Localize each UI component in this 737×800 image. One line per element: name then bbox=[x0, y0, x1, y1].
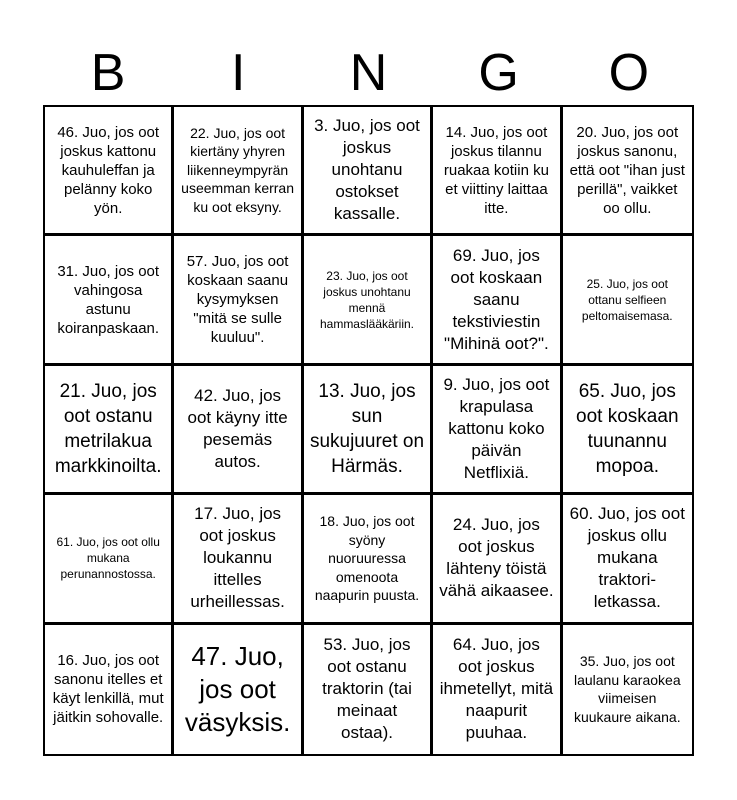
bingo-cell bbox=[563, 625, 692, 754]
bingo-cell bbox=[304, 236, 433, 365]
bingo-cell bbox=[433, 495, 562, 624]
cell-text: 25. Juo, jos oot ottanu selfieen peltomaisemasa. bbox=[581, 276, 673, 323]
cell-text: 35. Juo, jos oot laulanu karaokea viimeisen kuukaure aikana. bbox=[573, 653, 681, 725]
bingo-cell bbox=[304, 107, 433, 236]
cell-text: 60. Juo, jos oot joskus ollu mukana traktori-letkassa. bbox=[569, 504, 685, 612]
bingo-cell bbox=[304, 625, 433, 754]
cell-text: 14. Juo, jos oot joskus tilannu ruakaa kotiin ku et viittiny laittaa itte. bbox=[443, 123, 549, 217]
cell-text: 31. Juo, jos oot vahingosa astunu koiranpaskaan. bbox=[57, 262, 160, 337]
bingo-grid bbox=[43, 105, 694, 756]
bingo-cell bbox=[563, 236, 692, 365]
bingo-cell bbox=[174, 495, 303, 624]
header-letter-i: I bbox=[231, 44, 246, 102]
cell-text: 16. Juo, jos oot sanonu itelles et käyt lenkillä, mut jäitkin sohovalle. bbox=[52, 652, 164, 727]
header-letter-g: G bbox=[478, 44, 519, 102]
cell-text: 17. Juo, jos oot joskus loukannu ittelles urheillessas. bbox=[190, 504, 285, 612]
bingo-cell bbox=[433, 625, 562, 754]
bingo-cell bbox=[304, 495, 433, 624]
cell-text: 42. Juo, jos oot käyny itte pesemäs autos. bbox=[187, 385, 288, 471]
bingo-cell bbox=[45, 107, 174, 236]
bingo-cell bbox=[45, 236, 174, 365]
cell-text: 20. Juo, jos oot joskus sanonu, että oot "ihan just perillä", vaikket oo ollu. bbox=[569, 123, 685, 217]
cell-text: 57. Juo, jos oot koskaan saanu kysymyksen "mitä se sulle kuuluu". bbox=[186, 253, 289, 347]
bingo-header bbox=[43, 40, 694, 106]
bingo-cell bbox=[45, 495, 174, 624]
bingo-cell bbox=[174, 107, 303, 236]
bingo-cell bbox=[433, 107, 562, 236]
cell-text: 69. Juo, jos oot koskaan saanu tekstiviestin "Mihinä oot?". bbox=[444, 245, 549, 353]
cell-text: 9. Juo, jos oot krapulasa kattonu koko päivän Netflixiä. bbox=[443, 374, 550, 482]
bingo-cell bbox=[433, 366, 562, 495]
cell-text: 13. Juo, jos sun sukujuuret on Härmäs. bbox=[309, 380, 425, 477]
bingo-cell bbox=[563, 107, 692, 236]
cell-text: 64. Juo, jos oot joskus ihmetellyt, mitä naapurit puuhaa. bbox=[439, 635, 554, 743]
cell-text: 47. Juo, jos oot väsyksis. bbox=[184, 640, 291, 737]
bingo-cell bbox=[174, 625, 303, 754]
cell-text: 46. Juo, jos oot joskus kattonu kauhuleffan ja pelänny koko yön. bbox=[57, 123, 160, 217]
cell-text: 53. Juo, jos oot ostanu traktorin (tai meinaat ostaa). bbox=[322, 635, 412, 743]
cell-text: 61. Juo, jos oot ollu mukana perunannostossa. bbox=[56, 535, 160, 582]
header-letter-b: B bbox=[90, 44, 126, 102]
cell-text: 18. Juo, jos oot syöny nuoruuressa omenoota naapurin puusta. bbox=[314, 513, 420, 604]
cell-text: 21. Juo, jos oot ostanu metrilakua markkinoilta. bbox=[54, 380, 162, 477]
bingo-cell bbox=[174, 236, 303, 365]
bingo-cell bbox=[433, 236, 562, 365]
cell-text: 23. Juo, jos oot joskus unohtanu mennä hammaslääkäriin. bbox=[319, 268, 415, 331]
bingo-cell bbox=[174, 366, 303, 495]
bingo-cell bbox=[45, 625, 174, 754]
header-letter-o: O bbox=[608, 44, 650, 102]
cell-text: 65. Juo, jos oot koskaan tuunannu mopoa. bbox=[576, 380, 679, 477]
bingo-cell bbox=[563, 495, 692, 624]
bingo-cell bbox=[45, 366, 174, 495]
cell-text: 22. Juo, jos oot kiertäny yhyren liikenneympyrän useemman kerran ku oot eksyny. bbox=[181, 124, 294, 215]
bingo-cell bbox=[304, 366, 433, 495]
cell-text: 24. Juo, jos oot joskus lähteny töistä vähä aikaasee. bbox=[439, 515, 554, 601]
header-letter-n: N bbox=[349, 44, 388, 102]
cell-text: 3. Juo, jos oot joskus unohtanu ostokset kassalle. bbox=[314, 116, 420, 224]
bingo-cell bbox=[563, 366, 692, 495]
